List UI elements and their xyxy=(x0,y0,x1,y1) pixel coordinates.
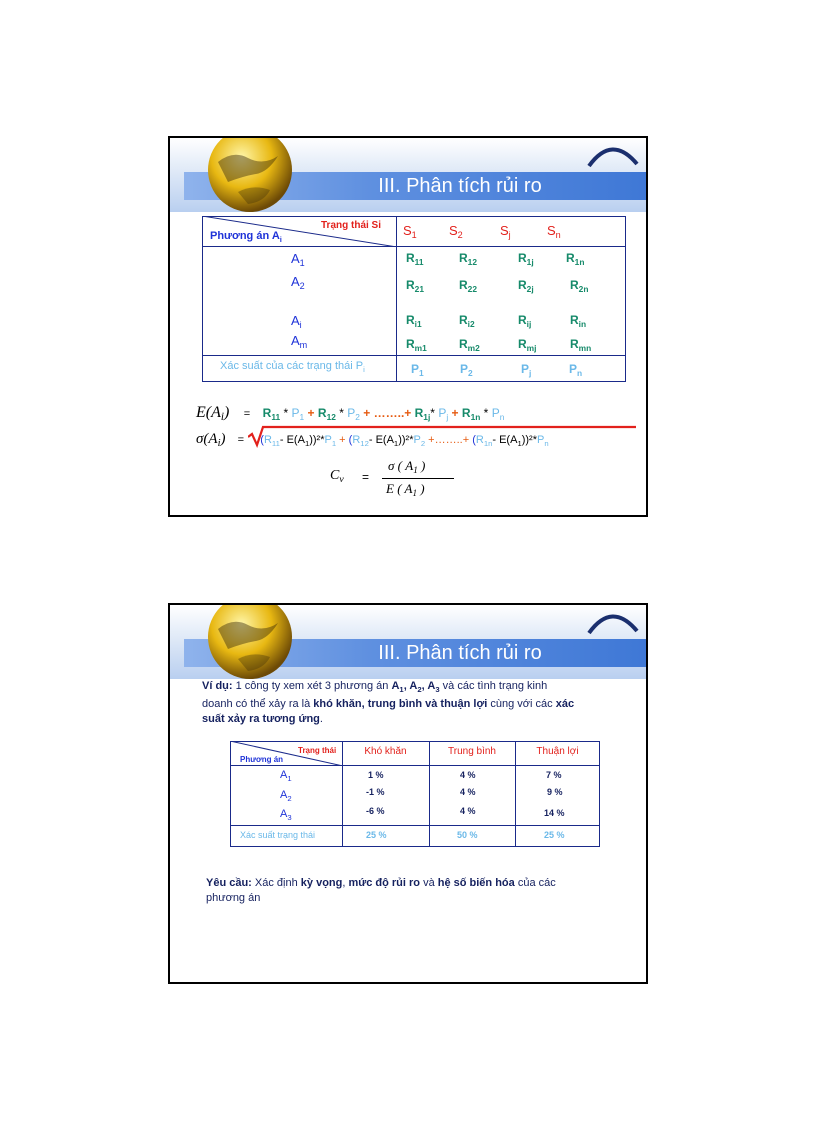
cell-a1-thuan-loi: 7 % xyxy=(546,770,562,780)
cell-r1j: $R_{1j}$ xyxy=(518,251,534,267)
option-a3: $A_3$ xyxy=(280,808,292,822)
prob-trung-binh: 50 % xyxy=(457,830,478,840)
header-state-label: Trạng thái xyxy=(298,746,337,755)
prob-thuan-loi: 25 % xyxy=(544,830,565,840)
state-sj: $S_j$ xyxy=(500,223,511,240)
cell-r1n: $R_{1n}$ xyxy=(566,251,585,267)
cell-ri2: $R_{i2}$ xyxy=(459,313,475,329)
swoosh-icon xyxy=(586,140,640,168)
probability-row-label: Xác suất của các trạng thái $P_i$ xyxy=(220,360,365,374)
cell-r12: $R_{12}$ xyxy=(459,251,477,267)
header-option-label: Phương án xyxy=(240,755,284,764)
formula-cv-denominator: E ( $A_1$ ) xyxy=(386,481,425,498)
cell-a1-kho-khan: 1 % xyxy=(368,770,384,780)
cell-a1-trung-binh: 4 % xyxy=(460,770,476,780)
table-divider xyxy=(202,355,626,356)
header-option-label: Phương án $A_i$ xyxy=(210,230,282,244)
slide-risk-analysis-example xyxy=(168,603,648,984)
globe-icon xyxy=(198,603,302,681)
cell-rm2: $R_{m2}$ xyxy=(459,337,480,353)
cell-r11: $R_{11}$ xyxy=(406,251,424,267)
state-trung-binh: Trung bình xyxy=(448,746,496,757)
cell-a3-kho-khan: -6 % xyxy=(366,806,385,816)
state-kho-khan: Khó khăn xyxy=(364,746,407,757)
slide-header xyxy=(170,138,646,212)
formula-standard-deviation: $\sigma(A_i) = (R_{11}-$ $E(A_1))^2*P_1 + (R_{12}-$ $E(A_1))^2*P_2$ +……..+ ($R_{1n}-$ $E(A_1))^2*P_n$ xyxy=(196,431,549,449)
swoosh-icon xyxy=(586,607,640,635)
option-a2: $A_2$ xyxy=(280,789,292,803)
table-divider xyxy=(230,825,600,826)
fraction-bar xyxy=(382,478,454,479)
option-a1: $A_1$ xyxy=(291,251,305,268)
header-state-label: Trạng thái Si xyxy=(321,220,382,231)
prob-pj: $P_j$ xyxy=(521,362,532,378)
cell-r2n: $R_{2n}$ xyxy=(570,278,589,294)
cell-a2-trung-binh: 4 % xyxy=(460,787,476,797)
cell-rmj: $R_{mj}$ xyxy=(518,337,537,353)
requirement-text: Yêu cầu: Xác định kỳ vọng, mức độ rủi ro và hệ số biến hóa của các phương án xyxy=(206,877,556,904)
option-a1: $A_1$ xyxy=(280,769,292,783)
cell-r22: $R_{22}$ xyxy=(459,278,477,294)
cell-ri1: $R_{i1}$ xyxy=(406,313,422,329)
formula-expected-value: $E(A_i) = R_{11} * P_1 + R_{12} * P_2$ + ……..+ $R_{1j}*$ $P_j + R_{1n} * P_n$ xyxy=(196,404,505,423)
prob-p1: $P_1$ xyxy=(411,362,424,378)
cell-rm1: $R_{m1}$ xyxy=(406,337,427,353)
cell-a3-trung-binh: 4 % xyxy=(460,806,476,816)
cell-a2-kho-khan: -1 % xyxy=(366,787,385,797)
state-s1: $S_1$ xyxy=(403,223,417,240)
state-s2: $S_2$ xyxy=(449,223,463,240)
example-intro: Ví dụ: 1 công ty xem xét 3 phương án $A_1$, $A_2$, $A_3$ và các tình trạng kinh doanh có thể xảy ra là khó khăn, trung bình và thuận lợi cùng với các xác suất xảy ra tương ứng. xyxy=(202,680,575,725)
cell-rin: $R_{in}$ xyxy=(570,313,587,329)
formula-cv-equals: = xyxy=(362,470,370,484)
cell-a2-thuan-loi: 9 % xyxy=(547,787,563,797)
prob-p2: $P_2$ xyxy=(460,362,473,378)
cell-a3-thuan-loi: 14 % xyxy=(544,808,565,818)
slide-title: III. Phân tích rủi ro xyxy=(378,642,542,664)
option-ai: $A_i$ xyxy=(291,313,302,330)
formula-cv-lhs: $C_v$ xyxy=(330,468,344,485)
prob-pn: $P_n$ xyxy=(569,362,583,378)
prob-kho-khan: 25 % xyxy=(366,830,387,840)
probability-row-label: Xác suất trạng thái xyxy=(240,830,316,840)
cell-r21: $R_{21}$ xyxy=(406,278,424,294)
cell-rmn: $R_{mn}$ xyxy=(570,337,592,353)
cell-rij: $R_{ij}$ xyxy=(518,313,532,329)
state-thuan-loi: Thuận lợi xyxy=(536,746,579,757)
option-am: $A_m$ xyxy=(291,333,308,350)
slide-title: III. Phân tích rủi ro xyxy=(378,175,542,197)
globe-icon xyxy=(198,136,302,214)
option-a2: $A_2$ xyxy=(291,274,305,291)
cell-r2j: $R_{2j}$ xyxy=(518,278,534,294)
formula-cv-numerator: σ ( $A_1$ ) xyxy=(388,458,426,475)
slide-risk-analysis-formulas xyxy=(168,136,648,517)
state-sn: $S_n$ xyxy=(547,223,561,240)
slide-header xyxy=(170,605,646,679)
